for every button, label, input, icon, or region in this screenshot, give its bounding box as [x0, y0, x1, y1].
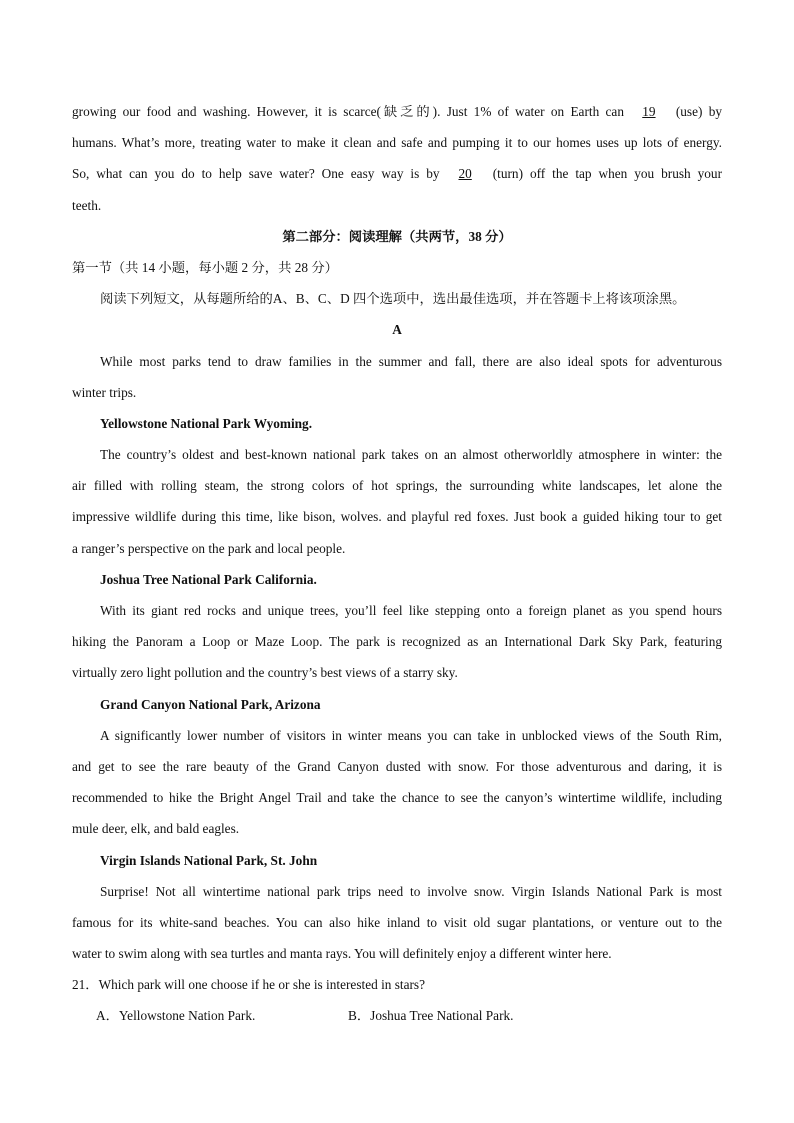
- document-page: [72, 96, 722, 1032]
- cloze-text: (use) by: [669, 104, 723, 119]
- park-text-line: and get to see the rare beauty of the Grand Canyon dusted with snow. For those adventurous and daring, it is: [72, 758, 722, 774]
- park-heading-grand-canyon: Grand Canyon National Park, Arizona: [100, 696, 321, 712]
- section-title: 第二部分：阅读理解（共两节，38 分）: [282, 228, 512, 244]
- park-text-line: With its giant red rocks and unique trees, you’ll feel like stepping onto a foreign planet as you spend hours: [100, 603, 722, 618]
- question-21-options: [72, 1000, 722, 1031]
- park-text-line: virtually zero light pollution and the country’s best views of a starry sky.: [72, 665, 458, 681]
- park-text-line: recommended to hike the Bright Angel Trail and take the chance to see the canyon’s wintertime wildlife, including: [72, 790, 722, 806]
- park-text-line: The country’s oldest and best-known national park takes on an almost otherworldly atmosphere in winter: the: [100, 447, 722, 463]
- option-b: B．Joshua Tree National Park.: [348, 1008, 514, 1024]
- park-heading-virgin-islands: Virgin Islands National Park, St. John: [100, 852, 318, 868]
- park-text-line: famous for its white-sand beaches. You can also hike inland to visit old sugar plantations, or venture out to the: [72, 914, 722, 930]
- passage-label: A: [392, 322, 402, 338]
- intro-line: While most parks tend to draw families in the summer and fall, there are also ideal spots for adventurous: [100, 353, 722, 369]
- park-text-line: a ranger’s perspective on the park and local people.: [72, 540, 346, 556]
- park-heading-joshua-tree: Joshua Tree National Park California.: [100, 571, 317, 587]
- blank-20: 20: [458, 166, 472, 182]
- park-text-line: impressive wildlife during this time, like bison, wolves. and playful red foxes. Just book a guided hiking tour to get: [72, 509, 722, 525]
- park-text-line: air filled with rolling steam, the strong colors of hot springs, the surrounding white landscapes, let alone the: [72, 478, 722, 494]
- park-text-line: A significantly lower number of visitors in winter means you can take in unblocked views of the South Rim,: [100, 727, 722, 743]
- cloze-text: growing our food and washing. However, it is scarce(缺乏的). Just 1% of water on Earth can: [72, 104, 631, 119]
- park-text-line: mule deer, elk, and bald eagles.: [72, 821, 240, 837]
- park-text-line: Surprise! Not all wintertime national park trips need to involve snow. Virgin Islands National Park is most: [100, 883, 722, 899]
- cloze-line-3: [72, 158, 722, 189]
- park-text-line: hiking the Panoram a Loop or Maze Loop. The park is recognized as an International Dark Sky Park, featuring: [72, 634, 722, 650]
- park-text-line: water to swim along with sea turtles and manta rays. You will definitely enjoy a different winter here.: [72, 946, 612, 962]
- cloze-line-1: [72, 96, 722, 127]
- intro-line: winter trips.: [72, 384, 137, 400]
- cloze-line-4: teeth.: [72, 197, 102, 213]
- question-21: 21．Which park will one choose if he or she is interested in stars?: [72, 977, 426, 993]
- cloze-text: So, what can you do to help save water? One easy way is by: [72, 166, 447, 182]
- blank-19: 19: [642, 104, 656, 119]
- cloze-line-2: humans. What’s more, treating water to make it clean and safe and pumping it to our homes uses up lots of energy.: [72, 135, 722, 151]
- cloze-text: (turn) off the tap when you brush your: [485, 166, 723, 182]
- option-a: A．Yellowstone Nation Park.: [96, 1008, 256, 1024]
- subsection-title: 第一节（共 14 小题，每小题 2 分，共 28 分）: [72, 259, 338, 275]
- instruction-text: 阅读下列短文，从每题所给的A、B、C、D 四个选项中，选出最佳选项，并在答题卡上将该项涂黑。: [100, 291, 686, 307]
- park-heading-yellowstone: Yellowstone National Park Wyoming.: [100, 415, 313, 431]
